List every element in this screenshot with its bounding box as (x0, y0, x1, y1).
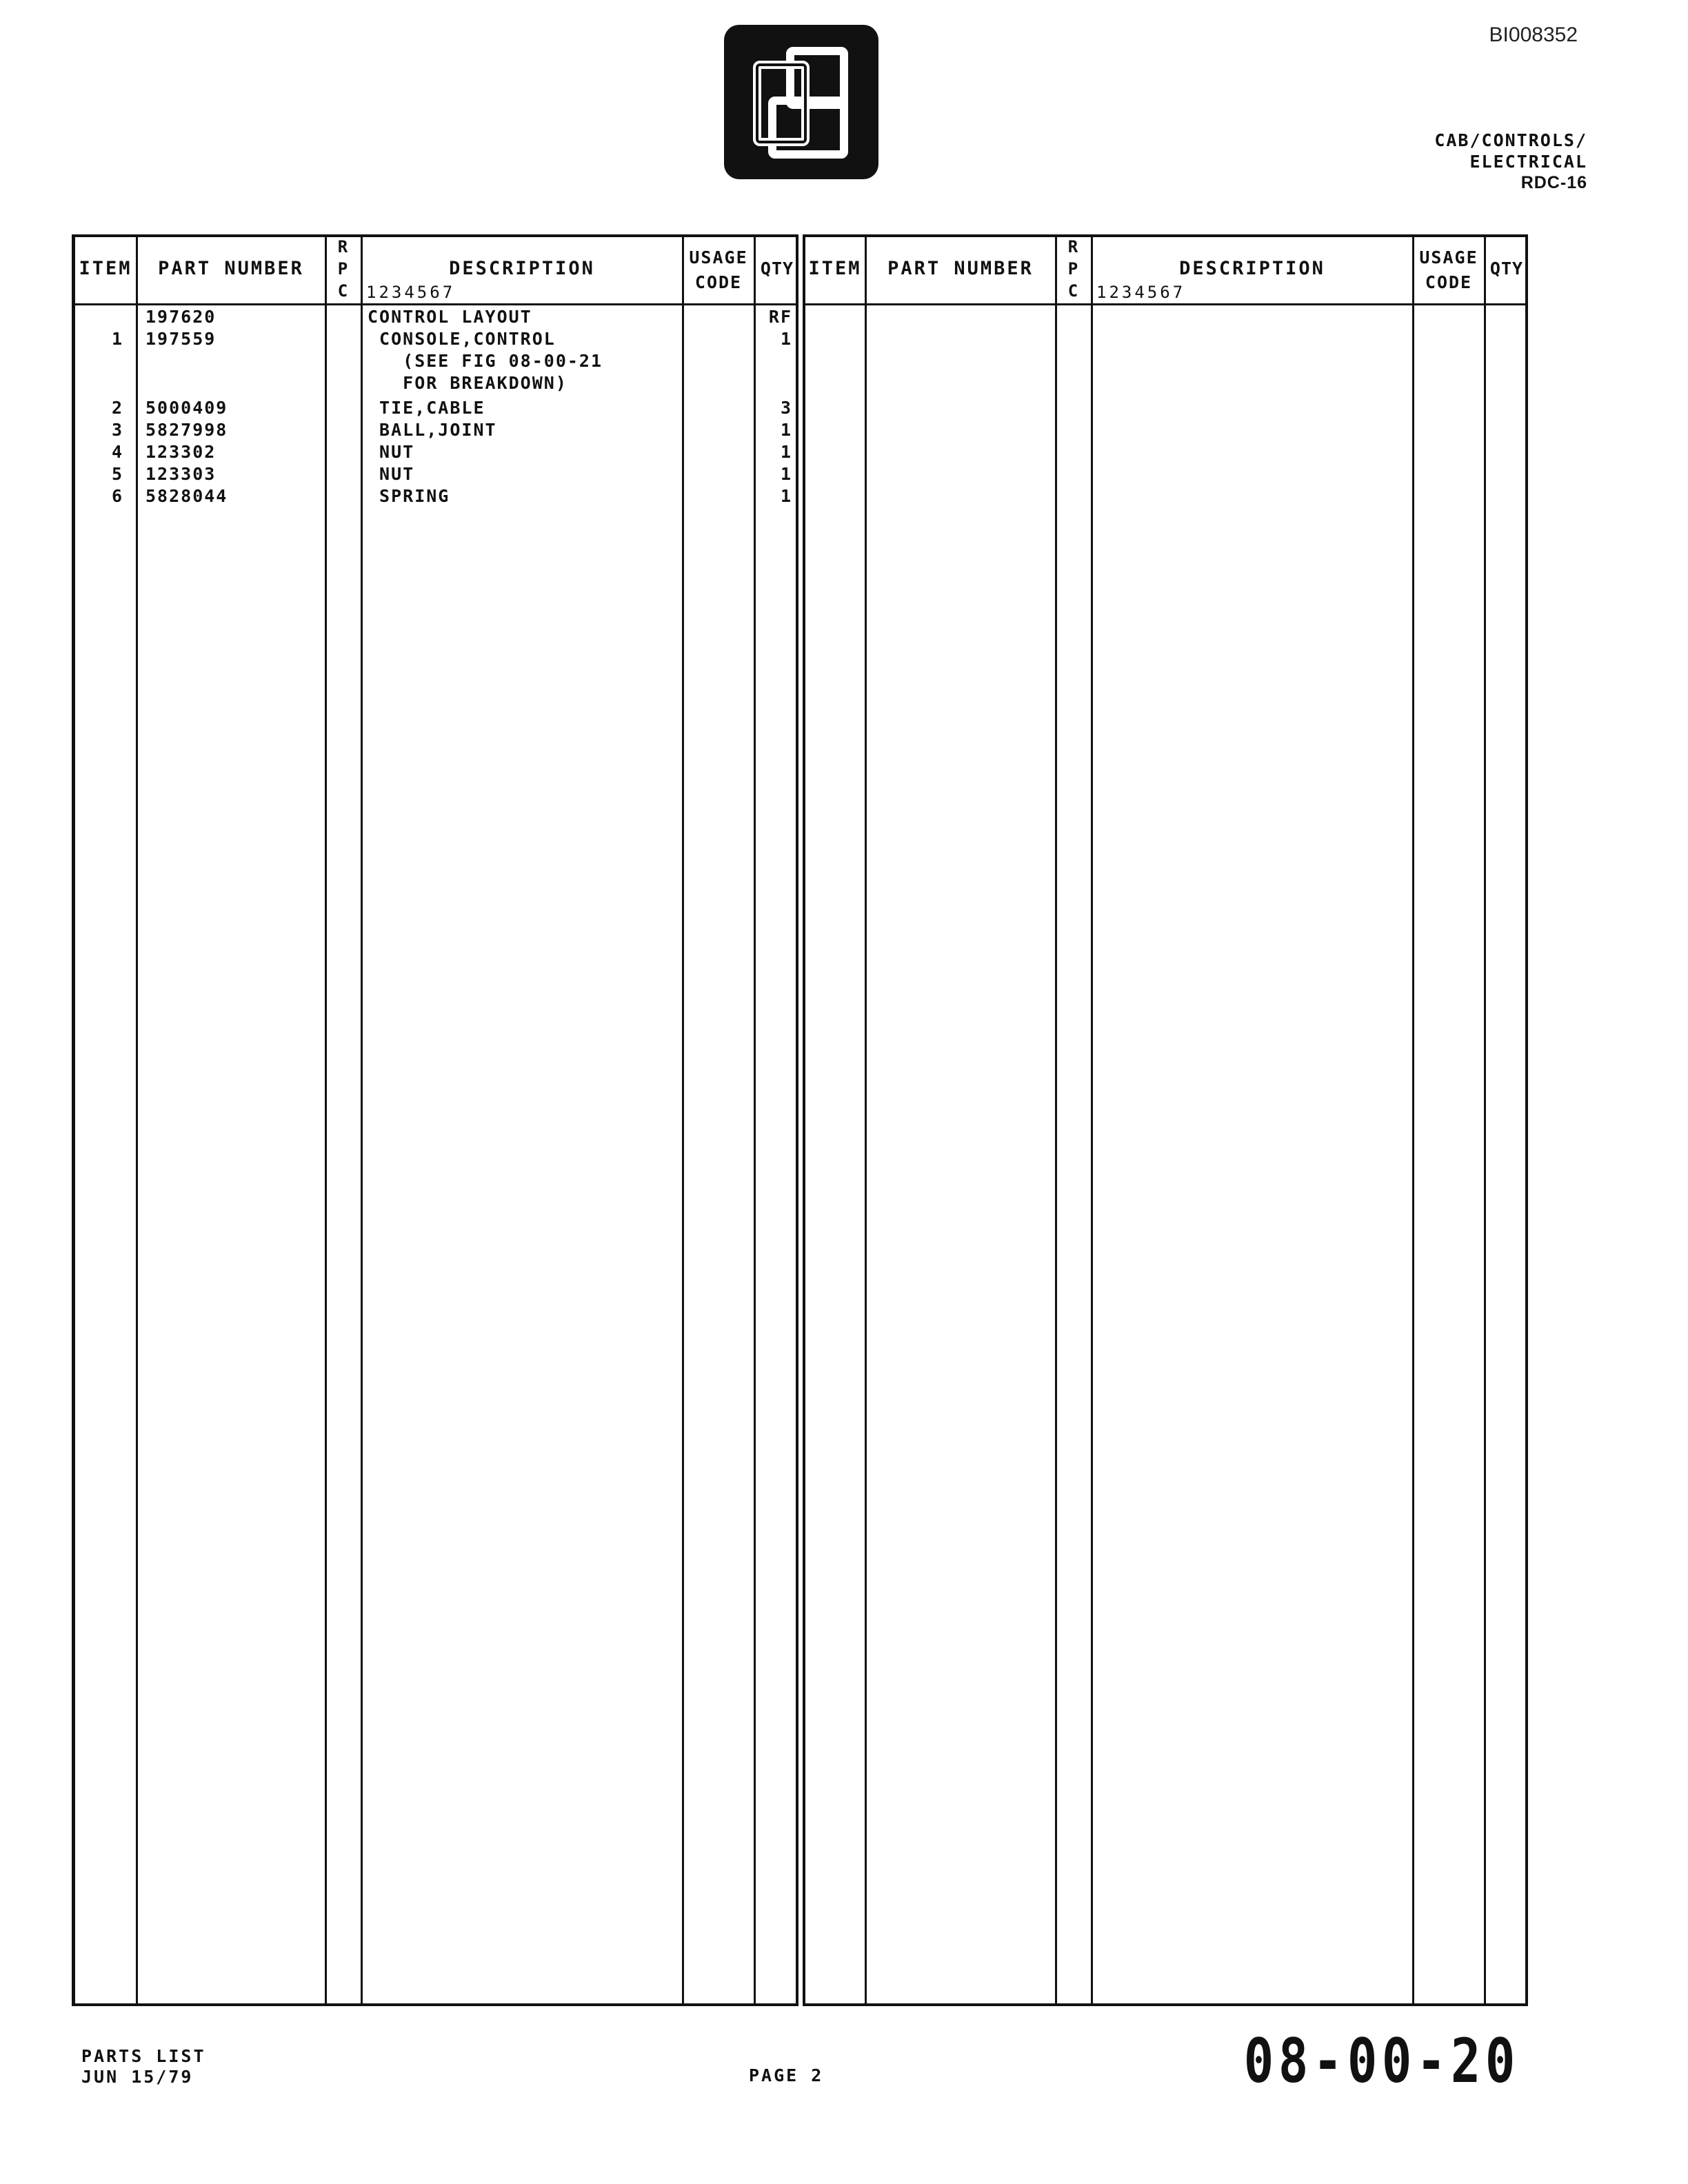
header-part-number: PART NUMBER (158, 258, 304, 279)
footer-date: JUN 15/79 (81, 2067, 194, 2087)
part-number: 197559 (145, 329, 217, 349)
header-item: ITEM (808, 258, 862, 279)
description: (SEE FIG 08-00-21 (368, 351, 603, 371)
parts-table-left (72, 234, 798, 2006)
part-number: 5827998 (145, 420, 228, 440)
header-usage: USAGE (1419, 247, 1478, 267)
header-qty: QTY (760, 259, 794, 279)
quantity: 3 (780, 398, 792, 418)
header-item: ITEM (79, 258, 132, 279)
part-number: 5828044 (145, 486, 228, 506)
description: CONTROL LAYOUT (368, 307, 532, 327)
header-rpc-digits: 1234567 (366, 283, 456, 302)
footer-title-block (81, 2046, 206, 2087)
section-title: CAB/CONTROLS/ ELECTRICAL RDC-16 (1434, 130, 1587, 192)
item-number: 4 (111, 442, 123, 462)
header-usage: USAGE (689, 247, 748, 267)
header-rpc-p: P (337, 259, 348, 279)
quantity: 1 (780, 329, 792, 349)
part-number: 123302 (145, 442, 217, 462)
header-part-number: PART NUMBER (887, 258, 1034, 279)
description: CONSOLE,CONTROL (368, 329, 556, 349)
part-number: 197620 (145, 307, 217, 327)
company-logo (724, 25, 878, 179)
part-number: 5000409 (145, 398, 228, 418)
footer-title: PARTS LIST (81, 2046, 206, 2066)
document-id: BI008352 (1489, 23, 1578, 46)
parts-table-right (803, 234, 1528, 2006)
description: NUT (368, 442, 415, 462)
description: BALL,JOINT (368, 420, 497, 440)
quantity: RF (768, 307, 792, 327)
description: SPRING (368, 486, 450, 506)
header-qty: QTY (1489, 259, 1524, 279)
header-rpc-p: P (1067, 259, 1078, 279)
quantity: 1 (780, 420, 792, 440)
figure-number: 08-00-20 (1243, 2025, 1520, 2096)
header-rpc-c: C (1067, 281, 1078, 301)
header-description: DESCRIPTION (1179, 258, 1325, 279)
section-code: RDC-16 (1520, 173, 1587, 192)
header-rpc-r: R (1067, 237, 1078, 256)
page-number: PAGE 2 (749, 2065, 824, 2085)
quantity: 1 (780, 486, 792, 506)
header-rpc-c: C (337, 281, 348, 301)
description: NUT (368, 464, 415, 484)
item-number: 6 (111, 486, 123, 506)
header-description: DESCRIPTION (449, 258, 595, 279)
item-number: 3 (111, 420, 123, 440)
quantity: 1 (780, 442, 792, 462)
item-number: 1 (111, 329, 123, 349)
item-number: 2 (111, 398, 123, 418)
description: TIE,CABLE (368, 398, 485, 418)
header-code: CODE (1425, 272, 1473, 292)
quantity: 1 (780, 464, 792, 484)
header-rpc-digits: 1234567 (1096, 283, 1186, 302)
part-number: 123303 (145, 464, 217, 484)
item-number: 5 (111, 464, 123, 484)
header-code: CODE (694, 272, 743, 292)
description: FOR BREAKDOWN) (368, 373, 567, 393)
header-rpc-r: R (337, 237, 348, 256)
